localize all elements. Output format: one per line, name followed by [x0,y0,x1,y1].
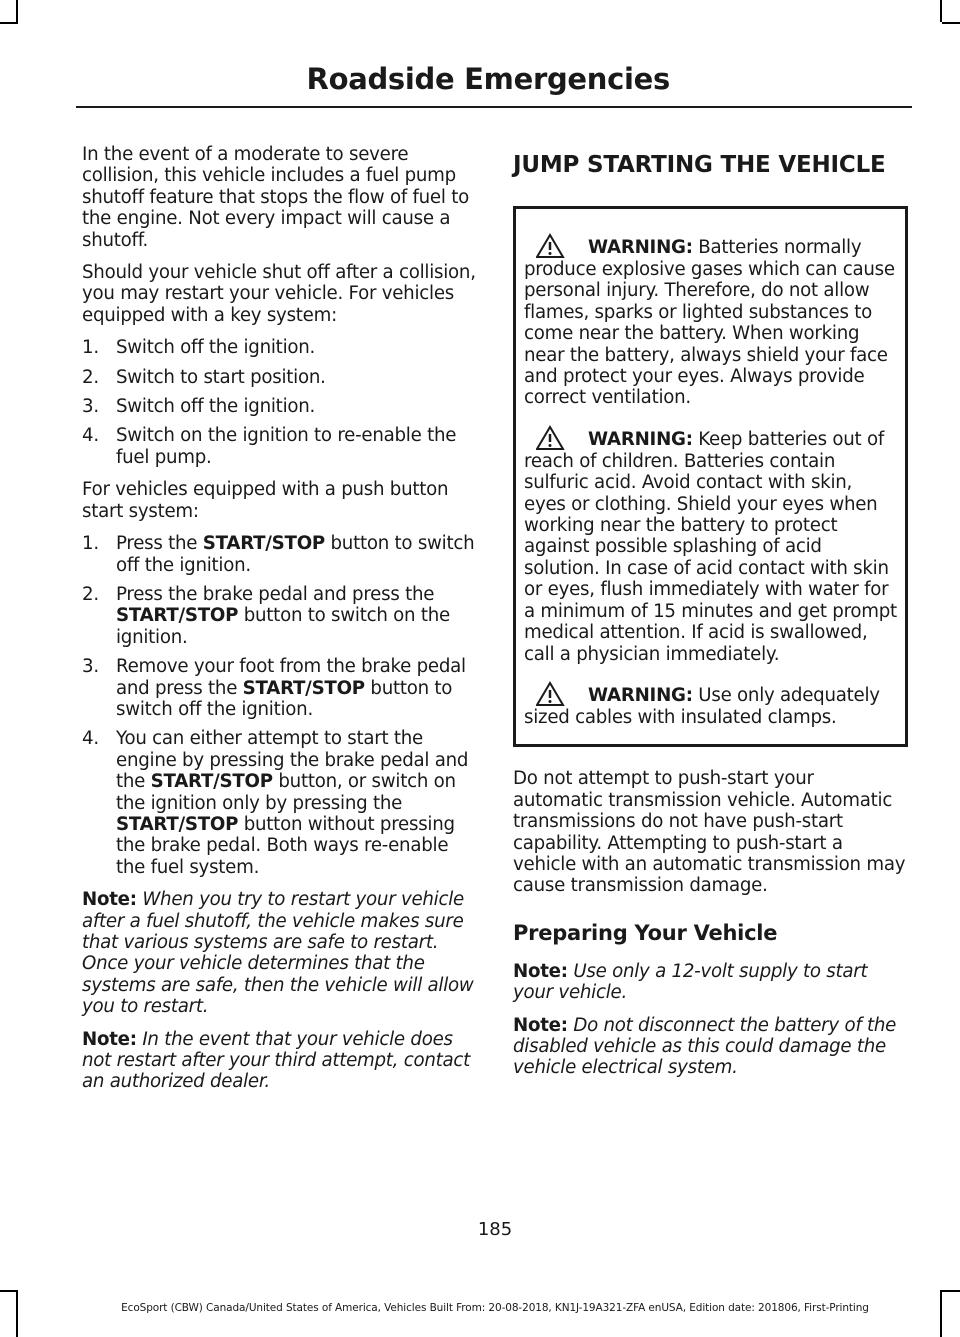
list-item: 3. Switch off the ignition. [82,396,316,418]
crop-mark [942,1290,960,1292]
warning-triangle-icon [536,681,582,707]
subsection-title: Preparing Your Vehicle [513,920,778,945]
list-item: 2. Switch to start position. [82,366,326,388]
push-start-paragraph: Do not attempt to push-start your automatic transmission vehicle. Automatic transmissions do not have push-start capability. Attempting to push-start a vehicle with an automatic transmission may cause transmission damage. [513,768,906,897]
page-header-title: Roadside Emergencies [306,62,670,96]
page-number: 185 [477,1219,513,1240]
note: Note: In the event that your vehicle does not restart after your third attempt, contact an authorized dealer. [82,1028,471,1093]
push-button-paragraph: For vehicles equipped with a push button start system: [82,479,449,522]
key-system-steps [82,337,477,468]
note: Note: When you try to restart your vehicle after a fuel shutoff, the vehicle makes sure that various systems are safe to restart. Once your vehicle determines that the systems are safe, then the vehicle will allow you to restart. [82,889,474,1018]
note: Note: Use only a 12-volt supply to start your vehicle. [513,960,868,1004]
footer-edition-info: EcoSport (CBW) Canada/United States of America, Vehicles Built From: 20-08-2018, KN1J-19A321-ZFA enUSA, Edition date: 201806, First-Printing [121,1302,869,1314]
list-item: 3. Remove your foot from the brake pedal and press the START/STOP button to switch off the ignition. [82,656,466,720]
list-item: 4. Switch on the ignition to re-enable the fuel pump. [82,425,457,468]
push-button-steps [82,533,477,878]
warning-item: WARNING: Keep batteries out of reach of children. Batteries contain sulfuric acid. Avoid contact with skin, eyes or clothing. Shield your eyes when working near the battery to protect against possible splashing of acid solution. In case of acid contact with skin or eyes, flush immediately with water for a minimum of 15 minutes and get prompt medical attention. If acid is swallowed, call a physician immediately. [524,425,897,665]
crop-mark [16,0,18,22]
left-column [82,144,477,1104]
section-title: JUMP STARTING THE VEHICLE [513,152,886,178]
warning-triangle-icon [536,233,582,259]
list-item: 4. You can either attempt to start the engine by pressing the brake pedal and the START/STOP button, or switch on the ignition only by pressing the START/STOP button without pressing the brake pedal. Both ways re-enable the fuel system. [82,728,469,878]
crop-mark [0,22,18,24]
crop-mark [942,22,960,24]
warning-box [513,206,908,747]
intro-paragraph: In the event of a moderate to severe collision, this vehicle includes a fuel pump shutoff feature that stops the flow of fuel to the engine. Not every impact will cause a shutoff. [82,144,469,251]
note: Note: Do not disconnect the battery of the disabled vehicle as this could damage the vehicle electrical system. [513,1014,897,1079]
warning-item: WARNING: Batteries normally produce explosive gases which can cause personal injury. Therefore, do not allow flames, sparks or lighted substances to come near the battery. When working near the battery, always shield your face and protect your eyes. Always provide correct ventilation. [524,233,897,409]
list-item: 1. Press the START/STOP button to switch off the ignition. [82,533,475,576]
right-column [513,144,908,1090]
list-item: 2. Press the brake pedal and press the START/STOP button to switch on the ignition. [82,583,450,648]
crop-mark [0,1290,18,1292]
warning-item: WARNING: Use only adequately sized cables with insulated clamps. [524,681,897,728]
warning-triangle-icon [536,425,582,451]
key-system-paragraph: Should your vehicle shut off after a collision, you may restart your vehicle. For vehicles equipped with a key system: [82,262,476,326]
list-item: 1. Switch off the ignition. [82,337,316,359]
crop-mark [940,0,942,22]
header-rule [76,106,912,108]
